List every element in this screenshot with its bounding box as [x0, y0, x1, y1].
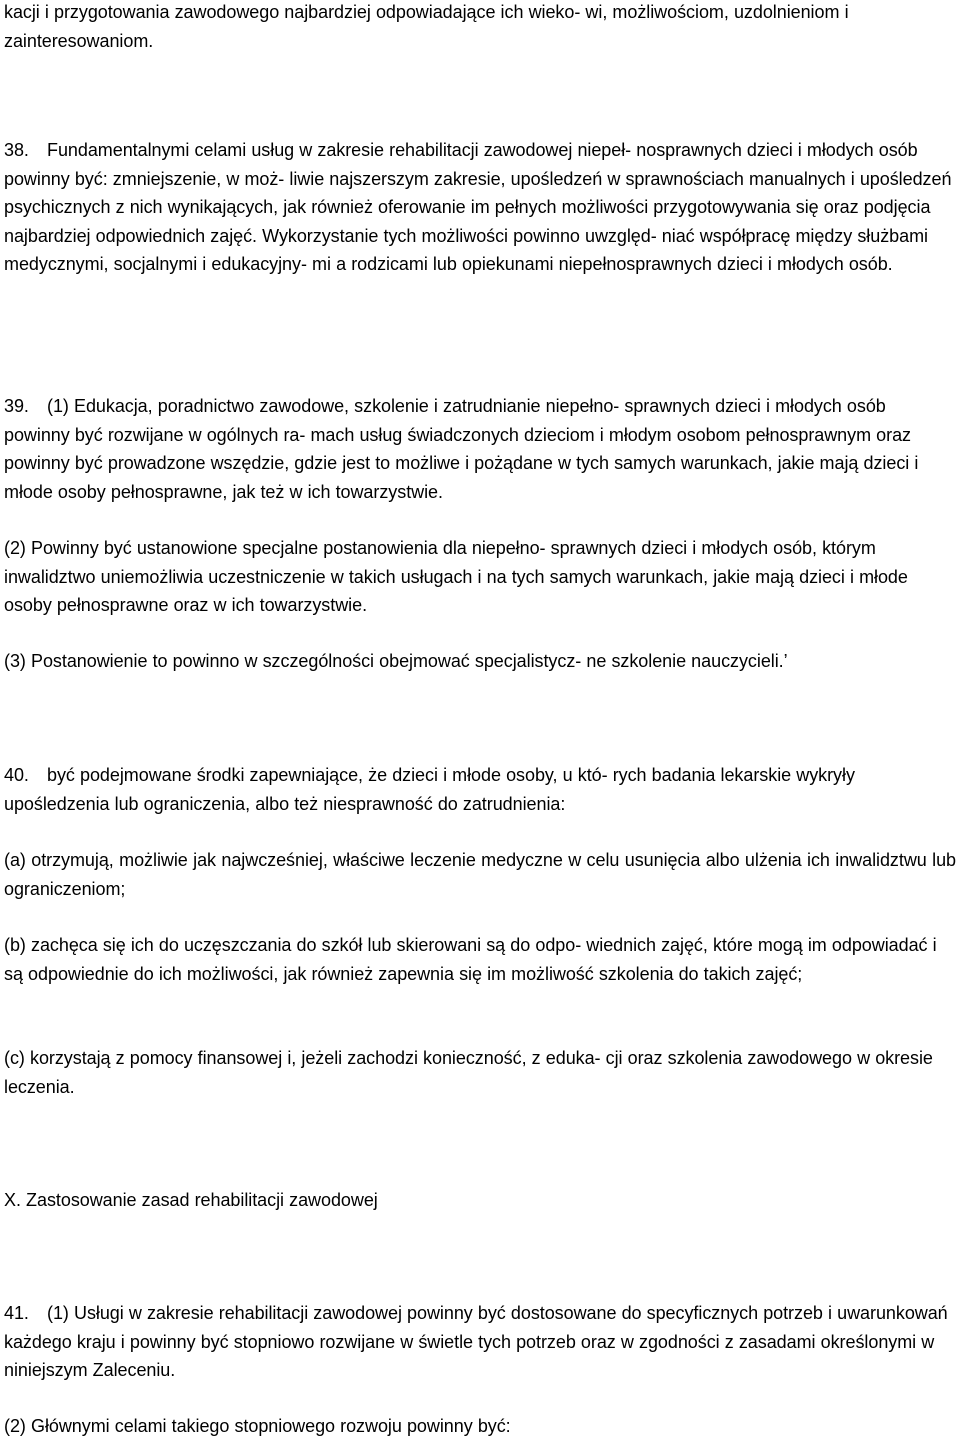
paragraph-number-40: 40.	[4, 765, 29, 785]
paragraph-39-1	[4, 392, 956, 506]
paragraph-40-c-text: (c) korzystają z pomocy finansowej i, jeżeli zachodzi konieczność, z eduka- cji oraz szkolenia zawodowego w okresie leczenia.	[4, 1048, 933, 1097]
paragraph-40-c	[4, 1044, 956, 1101]
paragraph-41-2-text: (2) Głównymi celami takiego stopniowego rozwoju powinny być:	[4, 1416, 511, 1436]
paragraph-39-2-text: (2) Powinny być ustanowione specjalne postanowienia dla niepełno- sprawnych dzieci i młodych osób, którym inwalidztwo uniemożliwia uczestniczenie w takich usługach i na tych samych warunkach, jakie mają dzieci i młode osoby pełnosprawne oraz w ich towarzystwie.	[4, 538, 908, 615]
paragraph-intro	[4, 0, 956, 55]
paragraph-39-1-text: (1) Edukacja, poradnictwo zawodowe, szkolenie i zatrudnianie niepełno- sprawnych dzieci i młodych osób powinny być rozwijane w ogólnych ra- mach usług świadczonych dzieciom i młodym osobom pełnosprawnym oraz powinny być prowadzone wszędzie, gdzie jest to możliwe i pożądane w tych samych warunkach, jakie mają dzieci i młode osoby pełnosprawne, jak też w ich towarzystwie.	[4, 396, 919, 502]
paragraph-40-b	[4, 931, 956, 988]
paragraph-39-2	[4, 534, 956, 620]
paragraph-38	[4, 136, 956, 279]
paragraph-intro-text: kacji i przygotowania zawodowego najbardziej odpowiadające ich wieko- wi, możliwościom, uzdolnieniom i zainteresowaniom.	[4, 2, 849, 51]
paragraph-41-1	[4, 1299, 956, 1385]
paragraph-41-2	[4, 1412, 956, 1441]
paragraph-39-3	[4, 647, 956, 676]
paragraph-40-text: być podejmowane środki zapewniające, że dzieci i młode osoby, u któ- rych badania lekarskie wykryły upośledzenia lub ograniczenia, albo też niesprawność do zatrudnienia:	[4, 765, 855, 814]
paragraph-number-41: 41.	[4, 1303, 29, 1323]
section-heading	[4, 1186, 956, 1215]
section-heading-text: X. Zastosowanie zasad rehabilitacji zawodowej	[4, 1190, 378, 1210]
paragraph-38-text: Fundamentalnymi celami usług w zakresie rehabilitacji zawodowej niepeł- nosprawnych dzieci i młodych osób powinny być: zmniejszenie, w moż- liwie najszerszym zakresie, upośledzeń w sprawnościach manualnych i upośledzeń psychicznych z nich wynikających, jak również oferowanie im pełnych możliwości przygotowywania się oraz podjęcia najbardziej odpowiednich zajęć. Wykorzystanie tych możliwości powinno uwzględ- niać współpracę między służbami medycznymi, socjalnymi i edukacyjny- mi a rodzicami lub opiekunami niepełnosprawnych dzieci i młodych osób.	[4, 140, 952, 274]
paragraph-number-39: 39.	[4, 396, 29, 416]
paragraph-40-b-text: (b) zachęca się ich do uczęszczania do szkół lub skierowani są do odpo- wiednich zajęć, które mogą im odpowiadać i są odpowiednie do ich możliwości, jak również zapewnia się im możliwość szkolenia do takich zajęć;	[4, 935, 937, 984]
paragraph-number-38: 38.	[4, 140, 29, 160]
paragraph-40-a	[4, 846, 956, 903]
paragraph-40	[4, 761, 956, 818]
paragraph-40-a-text: (a) otrzymują, możliwie jak najwcześniej, właściwe leczenie medyczne w celu usunięcia albo ulżenia ich inwalidztwu lub ograniczeniom;	[4, 850, 956, 899]
paragraph-39-3-text: (3) Postanowienie to powinno w szczególności obejmować specjalistycz- ne szkolenie nauczycieli.’	[4, 651, 788, 671]
paragraph-41-1-text: (1) Usługi w zakresie rehabilitacji zawodowej powinny być dostosowane do specyficznych potrzeb i uwarunkowań każdego kraju i powinny być stopniowo rozwijane w świetle tych potrzeb oraz w zgodności z zasadami określonymi w niniejszym Zaleceniu.	[4, 1303, 948, 1380]
